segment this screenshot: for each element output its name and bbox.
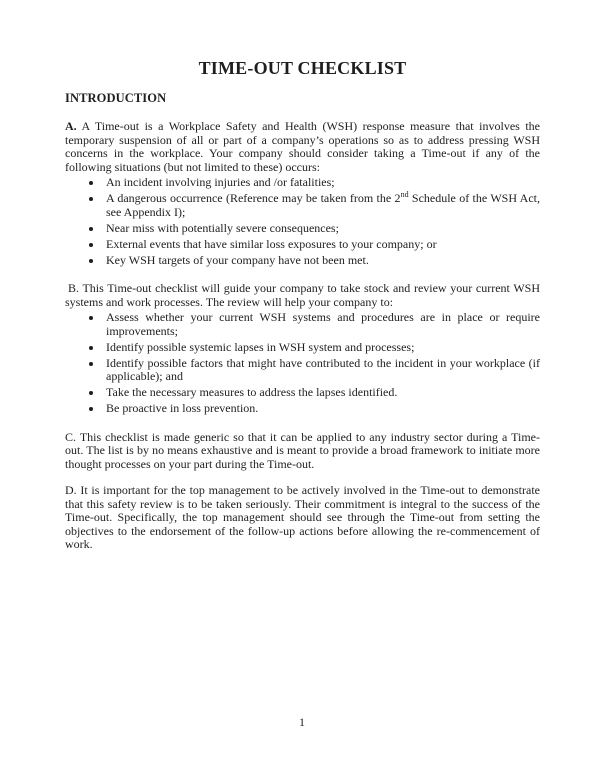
paragraph-d: [65, 484, 540, 552]
paragraph-c-text: This checklist is made generic so that it can be applied to any industry sector during a Time-out. The list is by no means exhaustive and is meant to provide a broad framework to initiate more thought processes on your part during the Time-out.: [65, 429, 540, 471]
review-bullet-list: [65, 311, 540, 416]
paragraph-d-label: D.: [65, 483, 77, 497]
bullet-item: • Assess whether your current WSH systems and procedures are in place or require improvements;: [103, 311, 540, 338]
superscript-ordinal: nd: [400, 190, 409, 199]
paragraph-d-text: It is important for the top management to be actively involved in the Time-out to demonstrate that this safety review is to be taken seriously. Their commitment is integral to the success of the Time-out. Specifically, the top management should see through the Time-out from setting the objectives to the endorsement of the follow-up actions before allowing the re-commencement of work.: [65, 483, 540, 551]
paragraph-a-text: A Time-out is a Workplace Safety and Health (WSH) response measure that involves the temporary suspension of all or part of a company’s operations so as to address pressing WSH concerns in the workplace. Your company should consider taking a Time-out if any of the following situations (but not limited to these) occurs:: [65, 119, 540, 174]
bullet-item: • Identify possible systemic lapses in WSH system and processes;: [103, 341, 540, 355]
bullet-item: • Take the necessary measures to address the lapses identified.: [103, 386, 540, 400]
paragraph-b-text: This Time-out checklist will guide your company to take stock and review your current WSH systems and work processes. The review will help your company to:: [65, 281, 540, 309]
page-number: 1: [299, 715, 305, 729]
section-heading-introduction: INTRODUCTION: [65, 91, 167, 105]
bullet-item-text: A dangerous occurrence (Reference may be taken from the 2: [106, 191, 401, 205]
bullet-item: [103, 192, 540, 219]
paragraph-a-label: A.: [65, 119, 77, 133]
situation-bullet-list: [65, 176, 540, 267]
bullet-item: • Near miss with potentially severe consequences;: [103, 222, 540, 236]
bullet-item-text: Schedule of the WSH Act, see Appendix I);: [106, 191, 540, 219]
bullet-item: • Key WSH targets of your company have not been met.: [103, 254, 540, 268]
bullet-item: • Be proactive in loss prevention.: [103, 402, 540, 416]
paragraph-c-label: C.: [65, 429, 77, 444]
paragraph-c: [65, 431, 540, 472]
bullet-item: • External events that have similar loss exposures to your company; or: [103, 238, 540, 252]
paragraph-b: [65, 282, 540, 309]
document-title: TIME-OUT CHECKLIST: [198, 58, 407, 78]
paragraph-a: [65, 120, 540, 174]
bullet-item: • Identify possible factors that might have contributed to the incident in your workplace (if applicable); and: [103, 357, 540, 384]
bullet-item: • An incident involving injuries and /or fatalities;: [103, 176, 540, 190]
paragraph-b-label: B.: [68, 281, 80, 295]
